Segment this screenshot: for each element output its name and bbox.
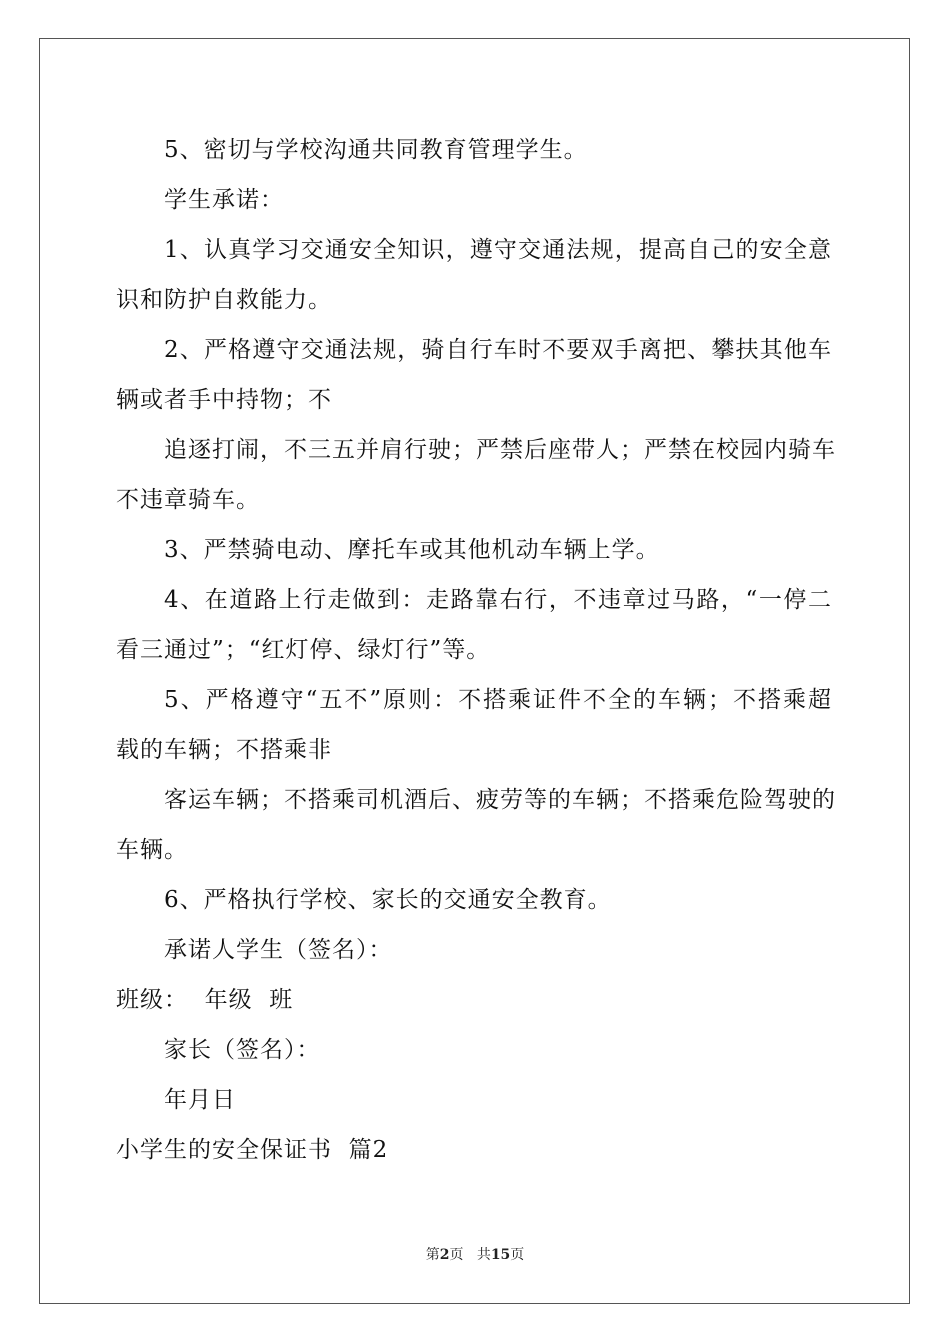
parent-signature-line: 家长（签名）：	[164, 1037, 321, 1063]
paragraph-line: 不违章骑车。	[116, 487, 260, 513]
paragraph-line: 追逐打闹，不三五并肩行驶；严禁后座带人；严禁在校园内骑车	[164, 437, 836, 463]
paragraph-line: 2、严格遵守交通法规，骑自行车时不要双手离把、攀扶其他车	[164, 337, 832, 363]
section-heading: 学生承诺：	[164, 187, 284, 213]
paragraph-line: 载的车辆；不搭乘非	[116, 737, 332, 763]
paragraph-line: 5、严格遵守“五不”原则：不搭乘证件不全的车辆；不搭乘超	[164, 687, 832, 713]
page-footer	[0, 1246, 950, 1264]
paragraph-line: 车辆。	[116, 837, 188, 863]
paragraph-line: 3、严禁骑电动、摩托车或其他机动车辆上学。	[164, 537, 660, 563]
paragraph-line: 5、密切与学校沟通共同教育管理学生。	[164, 137, 588, 163]
footer-total-suffix: 页	[510, 1247, 525, 1263]
paragraph-line: 看三通过”；“红灯停、绿灯行”等。	[116, 637, 491, 663]
footer-page-number: 2	[439, 1247, 450, 1263]
paragraph-line: 客运车辆；不搭乘司机酒后、疲劳等的车辆；不搭乘危险驾驶的	[164, 787, 836, 813]
footer-page-suffix: 页	[449, 1247, 464, 1263]
class-grade-line: 班级： 年级 班	[116, 987, 294, 1013]
paragraph-line: 辆或者手中持物；不	[116, 387, 332, 413]
footer-page-prefix: 第	[425, 1247, 440, 1263]
footer-total-prefix: 共	[476, 1247, 491, 1263]
paragraph-line: 1、认真学习交通安全知识，遵守交通法规，提高自己的安全意	[164, 237, 832, 263]
paragraph-line: 4、在道路上行走做到：走路靠右行，不违章过马路，“一停二	[164, 587, 832, 613]
page-border	[39, 38, 910, 1304]
paragraph-line: 识和防护自救能力。	[116, 287, 332, 313]
date-line: 年月日	[164, 1087, 236, 1113]
student-signature-line: 承诺人学生（签名）：	[164, 937, 393, 963]
next-section-title: 小学生的安全保证书 篇2	[116, 1137, 389, 1163]
paragraph-line: 6、严格执行学校、家长的交通安全教育。	[164, 887, 612, 913]
footer-total-pages: 15	[490, 1247, 511, 1263]
